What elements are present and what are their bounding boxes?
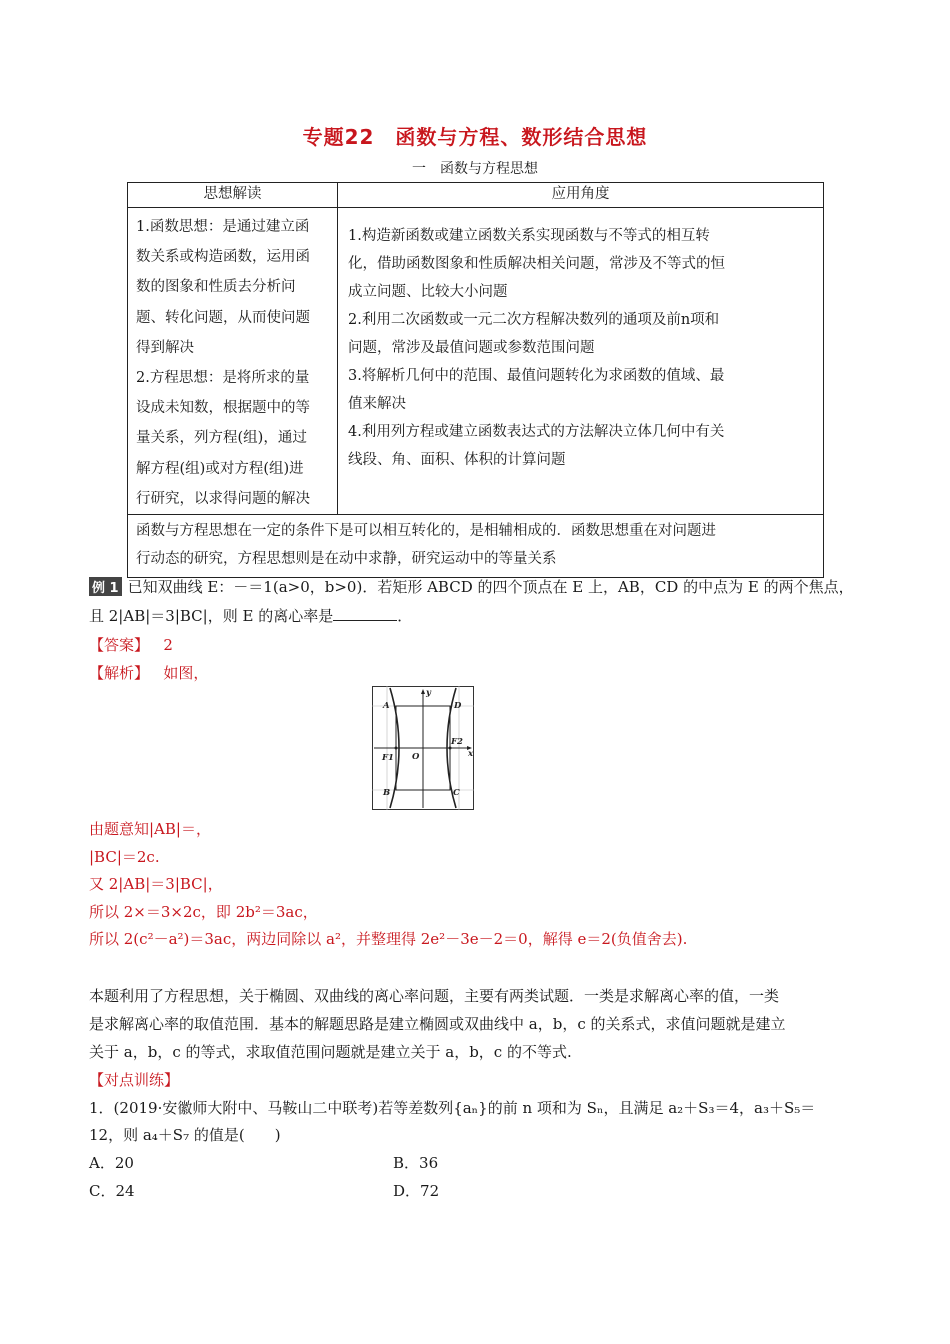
analysis-label: 【解析】 [89, 664, 150, 682]
training-label: 【对点训练】 [89, 1071, 180, 1089]
answer-blank [333, 606, 397, 621]
table-right-line: 1.构造新函数或建立函数关系实现函数与不等式的相互转 [348, 228, 710, 244]
solution-line: |BC|＝2c. [89, 848, 160, 866]
table-left-line: 题、转化问题，从而使问题 [136, 309, 310, 326]
table-right-line: 成立问题、比较大小问题 [348, 284, 508, 300]
label-origin: O [412, 752, 420, 762]
example-text-2: 且 2|AB|＝3|BC|，则 E 的离心率是 [89, 607, 334, 625]
summary-line: 本题利用了方程思想，关于椭圆、双曲线的离心率问题，主要有两类试题．一类是求解离心率的值，一类 [89, 987, 780, 1005]
table-header-right: 应用角度 [338, 183, 824, 208]
label-f2: F2 [451, 737, 463, 747]
example-badge: 例 1 [89, 577, 122, 596]
table-right-line: 值来解决 [348, 396, 406, 412]
table-right-line: 4.利用列方程或建立函数表达式的方法解决立体几何中有关 [348, 424, 725, 440]
solution-line: 所以 2×＝3×2c，即 2b²＝3ac， [89, 903, 318, 921]
focus-f1 [395, 747, 398, 750]
table-cell-application [338, 208, 824, 515]
option-b: B．36 [393, 1154, 439, 1172]
table-right-line: 2.利用二次函数或一元二次方程解决数列的通项及前n项和 [348, 312, 720, 328]
summary-line: 是求解离心率的取值范围．基本的解题思路是建立椭圆或双曲线中 a，b，c 的关系式，求值问题就是建立 [89, 1015, 786, 1033]
question-line-2: 12，则 a₄＋S₇ 的值是( ) [89, 1126, 281, 1144]
table-cell-summary [128, 515, 824, 578]
analysis-line [89, 662, 208, 683]
label-c: C [453, 788, 460, 798]
section-subtitle: 一 函数与方程思想 [412, 161, 538, 177]
table-left-line: 1.函数思想：是通过建立函 [136, 219, 310, 235]
solution-line: 又 2|AB|＝3|BC|， [89, 875, 223, 893]
example-text-2-end: ． [397, 607, 413, 625]
table-bottom-line: 行动态的研究，方程思想则是在动中求静，研究运动中的等量关系 [136, 551, 557, 568]
thought-table [127, 182, 824, 578]
table-right-line: 3.将解析几何中的范围、最值问题转化为求函数的值域、最 [348, 368, 725, 384]
answer-value: 2 [163, 636, 173, 654]
analysis-text: 如图， [163, 664, 209, 682]
table-right-line: 问题，常涉及最值问题或参数范围问题 [348, 340, 595, 356]
option-a: A．20 [89, 1154, 134, 1172]
label-x: x [468, 749, 474, 759]
table-left-line: 数的图象和性质去分析问 [136, 279, 296, 296]
page-title: 专题22 函数与方程、数形结合思想 [302, 125, 648, 149]
solution-line: 由题意知|AB|＝， [89, 820, 211, 838]
example-text-1: 已知双曲线 E：－＝1(a>0，b>0)．若矩形 ABCD 的四个顶点在 E 上，AB，CD 的中点为 E 的两个焦点， [127, 578, 854, 596]
table-left-line: 量关系，列方程(组)，通过 [136, 430, 307, 447]
example-line-2 [89, 605, 412, 626]
table-bottom-line: 函数与方程思想在一定的条件下是可以相互转化的，是相辅相成的．函数思想重在对问题进 [136, 523, 716, 540]
option-c: C．24 [89, 1182, 135, 1200]
table-left-line: 2.方程思想：是将所求的量 [136, 370, 310, 387]
label-f1: F1 [382, 753, 394, 763]
label-a: A [383, 701, 390, 711]
table-left-line: 解方程(组)或对方程(组)进 [136, 460, 304, 477]
table-cell-interpretation [128, 208, 338, 515]
example-line-1 [89, 576, 854, 597]
hyperbola-figure [372, 686, 474, 810]
label-y: y [426, 688, 431, 698]
answer-line [89, 634, 173, 655]
table-left-line: 数关系或构造函数，运用函 [136, 249, 310, 266]
label-b: B [383, 788, 391, 798]
summary-line: 关于 a，b，c 的等式，求取值范围问题就是建立关于 a，b，c 的不等式. [89, 1043, 572, 1061]
table-left-line: 行研究，以求得问题的解决 [136, 490, 310, 507]
label-d: D [454, 701, 462, 711]
question-line-1: 1．(2019·安徽师大附中、马鞍山二中联考)若等差数列{aₙ}的前 n 项和为 Sₙ，且满足 a₂＋S₃＝4，a₃＋S₅＝ [89, 1099, 816, 1117]
table-left-line: 得到解决 [136, 339, 194, 356]
table-right-line: 化，借助函数图象和性质解决相关问题，常涉及不等式的恒 [348, 256, 725, 272]
table-header-left: 思想解读 [128, 183, 338, 208]
table-right-line: 线段、角、面积、体积的计算问题 [348, 452, 566, 468]
table-left-line: 设成未知数，根据题中的等 [136, 400, 310, 417]
answer-label: 【答案】 [89, 636, 150, 654]
solution-line: 所以 2(c²－a²)＝3ac，两边同除以 a²，并整理得 2e²－3e－2＝0，解得 e＝2(负值舍去). [89, 930, 688, 948]
option-d: D．72 [393, 1182, 440, 1200]
